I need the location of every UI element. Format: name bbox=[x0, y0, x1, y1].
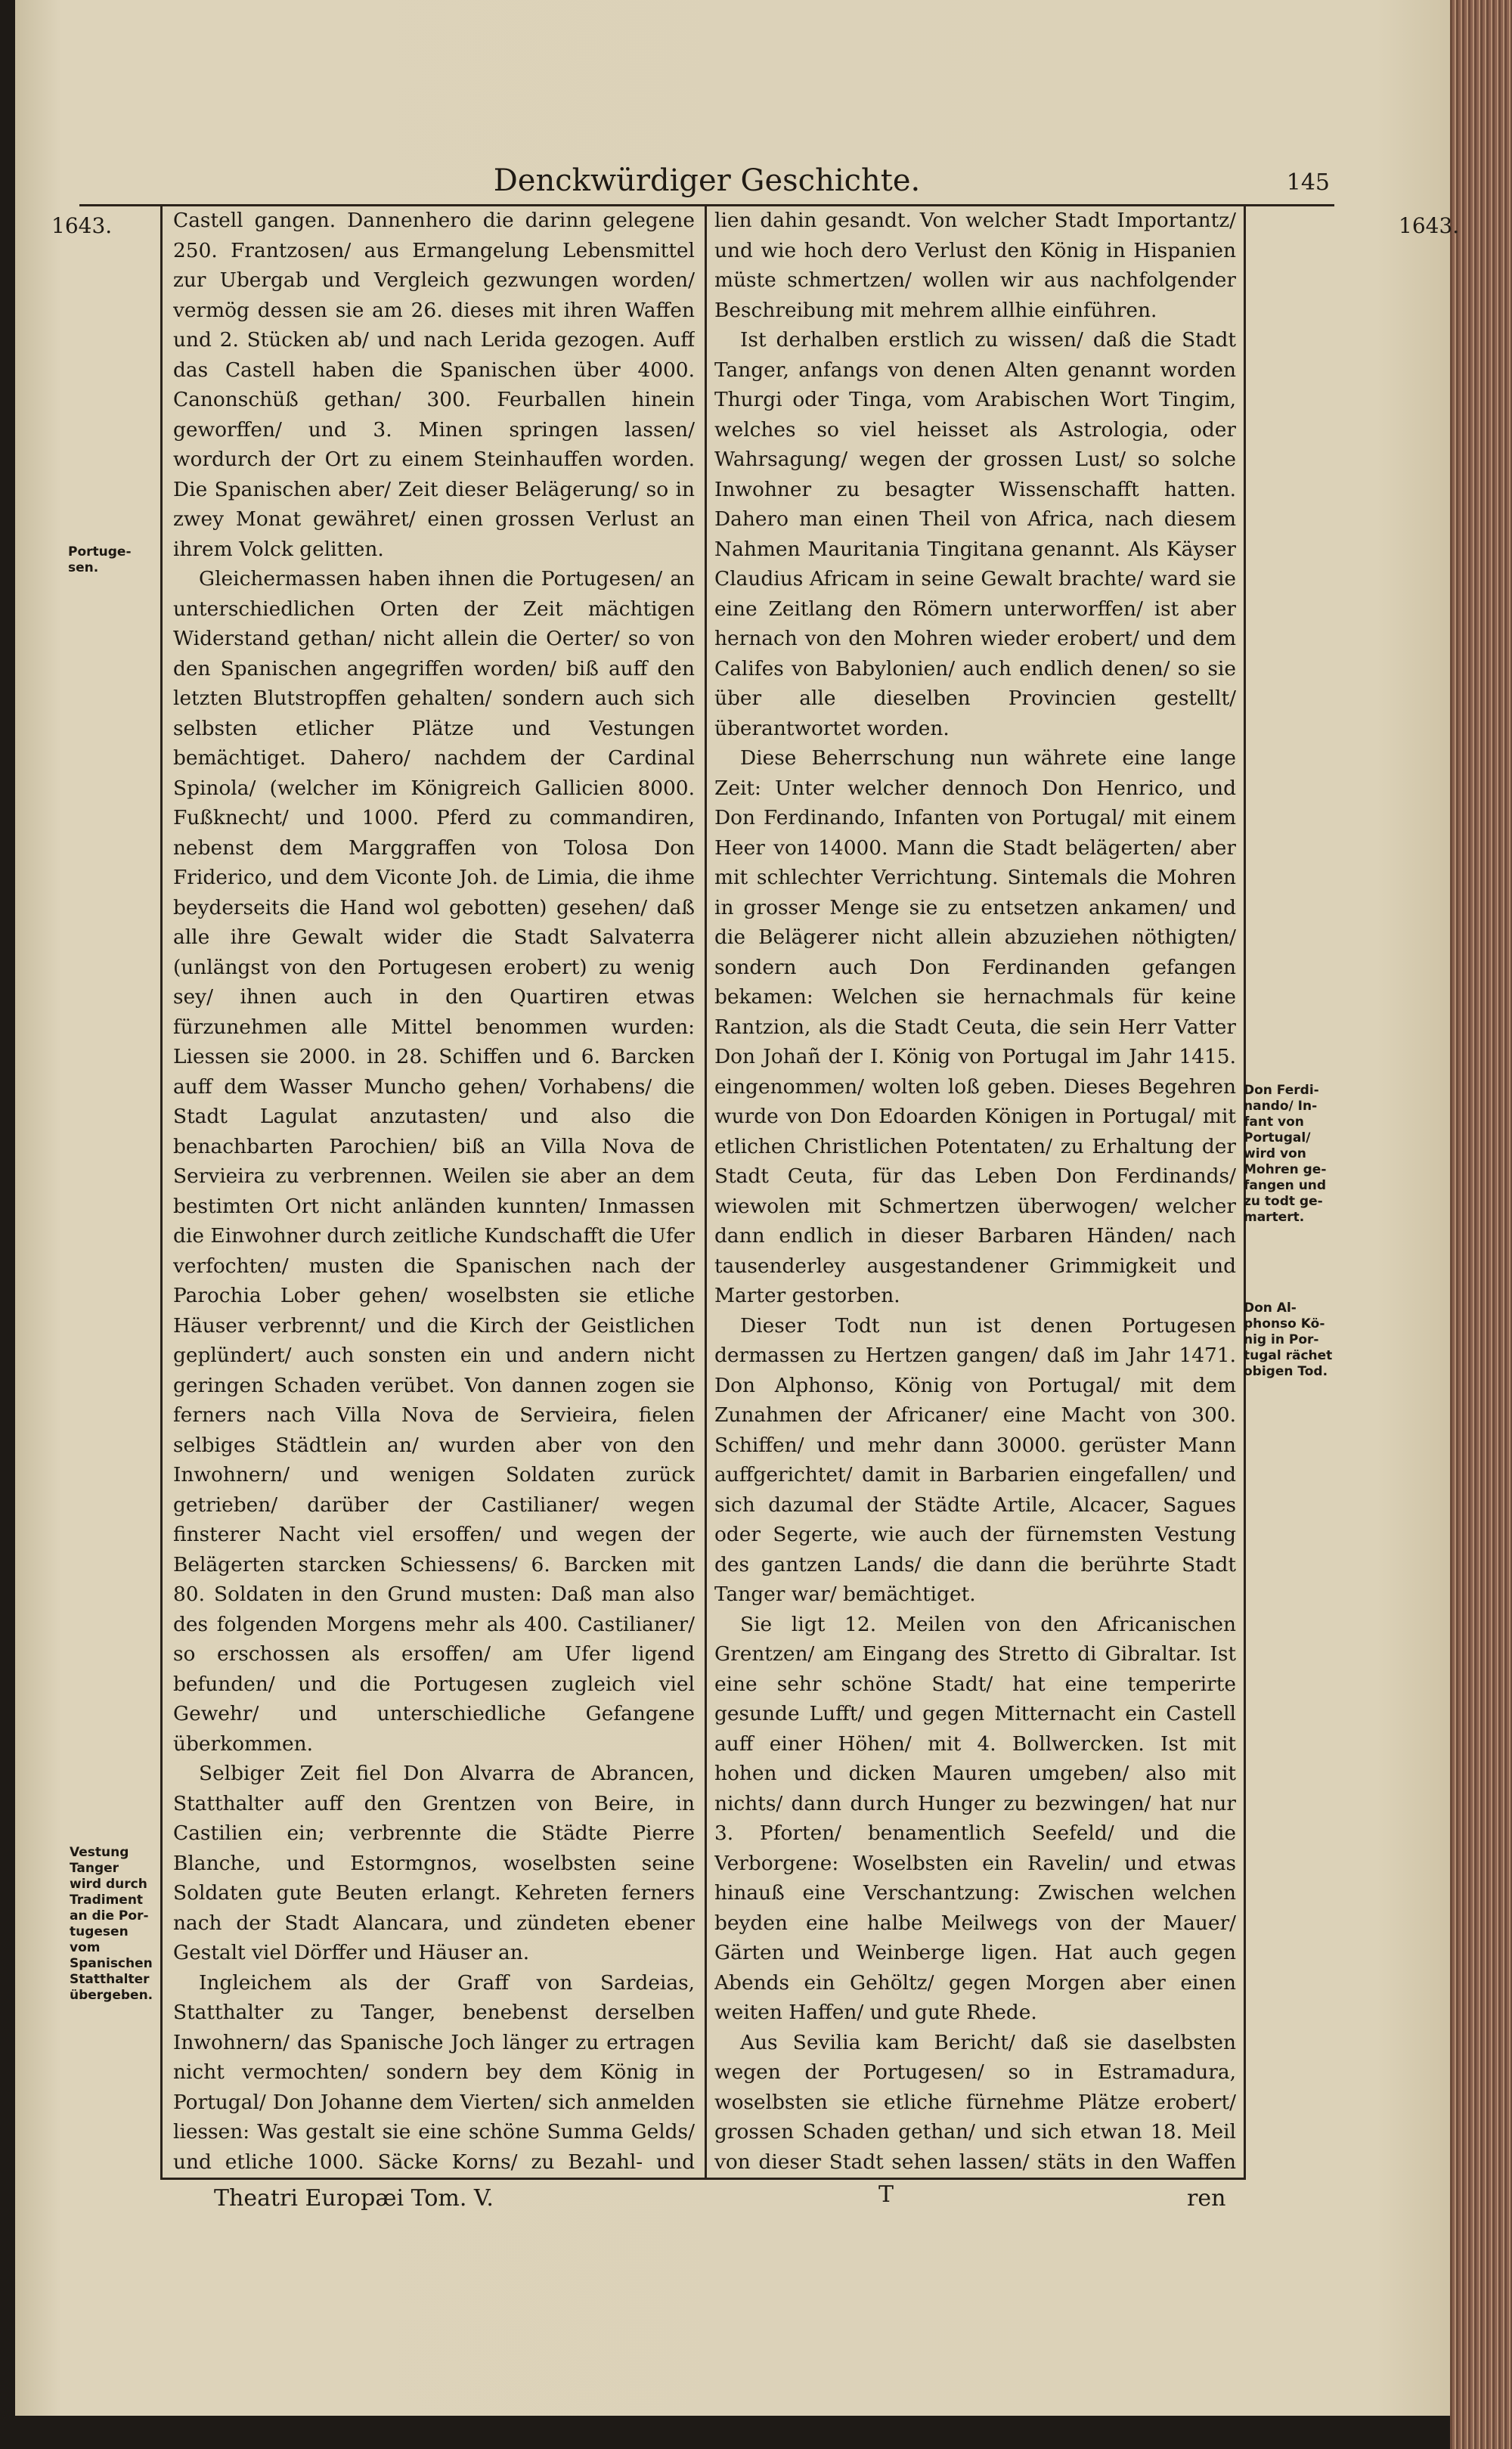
column-rule bbox=[705, 206, 707, 2178]
signature-mark: T bbox=[878, 2181, 894, 2208]
margin-note-ferdinando: Don Ferdi- nando/ In- fant von Portugal/ wird von Mohren ge- fangen und zu todt ge- martert. bbox=[1244, 1083, 1327, 1225]
paragraph: Sie ligt 12. Meilen von den Africanischen Grentzen/ am Eingang des Stretto di Gibraltar. Ist eine sehr schöne Stadt/ hat eine temperirte gesunde Lufft/ und gegen Mitternacht ein Castell auff einer Höhen/ mit 4. Bollwercken. Ist mit hohen und dicken Mauren umgeben/ also mit nichts/ dann durch Hunger zu bezwingen/ hat nur 3. Pforten/ benamentlich Seefeld/ und die Verborgene: Woselbsten ein Ravelin/ und etwas hinauß eine Verschantzung: Zwischen welchen beyden eine halbe Meilwegs von der Mauer/ Gärten und Weinberge ligen. Hat auch gegen Abends ein Gehöltz/ gegen Morgen aber einen weiten Haffen/ und gute Rhede. bbox=[714, 1612, 1236, 2024]
paragraph: lien dahin gesandt. Von welcher Stadt Importantz/ und wie hoch dero Verlust den König in Hispanien müste schmertzen/ wollen wir aus nachfolgender Beschreibung mit mehrem allhie einführen. bbox=[714, 209, 1236, 322]
paragraph: Castell gangen. Dannenhero die darinn gelegene 250. Frantzosen/ aus Ermangelung Lebensmittel zur Ubergab und Vergleich gezwungen worden/ vermög dessen sie am 26. dieses mit ihren Waffen und 2. Stücken ab/ und nach Lerida gezogen. Auff das Castell haben die Spanischen über 4000. Canonschüß gethan/ 300. Feurballen hinein geworffen/ und 3. Minen springen lassen/ wordurch der Ort zu einem Steinhauffen worden. Die Spanischen aber/ Zeit dieser Belägerung/ so in zwey Monat gewähret/ einen grossen Verlust an ihrem Volck gelitten. bbox=[173, 209, 695, 561]
paragraph: Ist derhalben erstlich zu wissen/ daß die Stadt Tanger, anfangs von denen Alten genannt worden Thurgi oder Tinga, vom Arabischen Wort Tingim, welches so viel heisset als Astrologia, oder Wahrsagung/ wegen der grossen Lust/ so solche Inwohner zu besagter Wissenschafft hatten. Dahero man einen Theil von Africa, nach diesem Nahmen Mauritania Tingitana genannt. Als Käyser Claudius Africam in seine Gewalt brachte/ ward sie eine Zeitlang den Römern unterworffen/ ist aber hernach von den Mohren wieder erobert/ und dem Califes von Babylonien/ auch endlich denen/ so sie über alle dieselben Provincien gestellt/ überantwortet worden. bbox=[714, 328, 1236, 740]
paragraph: Ingleichem als der Graff von Sardeias, Statthalter zu Tanger, benebenst derselben Inwohnern/ das Spanische Joch länger zu ertragen nicht vermochten/ sondern bey dem König in Portugal/ Don Johanne dem Vierten/ sich anmelden liessen: Was gestalt sie eine schöne Summa Gelds/ und etliche 1000. Säcke Korns/ zu Bezahl- und bbox=[173, 1970, 695, 2172]
year-marker-right: 1643. bbox=[1399, 213, 1460, 238]
paragraph: Selbiger Zeit fiel Don Alvarra de Abrancen, Statthalter auff den Grentzen von Beire, in Castilien ein; verbrennte die Städte Pierre Blanche, und Estormgnos, woselbsten seine Soldaten gute Beuten erlangt. Kehreten ferners nach der Stadt Alancara, und zündeten ebener Gestalt viel Dörffer und Häuser an. bbox=[173, 1762, 695, 1964]
margin-note-portugesen: Portuge- sen. bbox=[68, 544, 132, 575]
margin-note-alphonso: Don Al- phonso Kö- nig in Por- tugal rächet obigen Tod. bbox=[1244, 1300, 1333, 1379]
signature-line: Theatri Europæi Tom. V. bbox=[214, 2185, 494, 2212]
page-edges bbox=[1450, 0, 1512, 2449]
margin-note-tanger: Vestung Tanger wird durch Tradiment an die Por- tugesen vom Spanischen Statthalter übergeben. bbox=[70, 1845, 153, 2003]
page-number: 145 bbox=[1286, 169, 1330, 196]
paragraph: Aus Sevilia kam Bericht/ daß sie daselbsten wegen der Portugesen/ so in Estramadura, woselbsten sie etliche fürnehme Plätze erobert/ grossen Schaden gethan/ und sich etwan 18. Meil von dieser Stadt sehen lassen/ stäts in den Waffen bbox=[714, 2030, 1236, 2172]
left-column bbox=[173, 206, 695, 2172]
text-frame bbox=[160, 206, 1246, 2180]
catchword: ren bbox=[1187, 2185, 1226, 2212]
paragraph: Dieser Todt nun ist denen Portugesen dermassen zu Hertzen gangen/ daß im Jahr 1471. Don Alphonso, König von Portugal/ mit dem Zunahmen der Africaner/ eine Macht von 300. Schiffen/ und mehr dann 30000. gerüster Mann auffgerichtet/ damit in Barbarien eingefallen/ und sich dazumal der Städte Artile, Alcacer, Sagues oder Segerte, wie auch der fürnemsten Vestung des gantzen Lands/ die dann die berührte Stadt Tanger war/ bemächtiget. bbox=[714, 1313, 1236, 1606]
right-column bbox=[714, 206, 1236, 2172]
paragraph: Gleichermassen haben ihnen die Portugesen/ an unterschiedlichen Orten der Zeit mächtigen Widerstand gethan/ nicht allein die Oerter/ so von den Spanischen angegriffen worden/ biß auff den letzten Blutstropffen gehalten/ sondern auch sich selbsten etlicher Plätze und Vestungen bemächtiget. Dahero/ nachdem der Cardinal Spinola/ (welcher im Königreich Gallicien 8000. Fußknecht/ und 1000. Pferd zu commandiren, nebenst dem Marggraffen von Tolosa Don Friderico, und dem Viconte Joh. de Limia, die ihme beyderseits die Hand wol gebotten) gesehen/ daß alle ihre Gewalt wider die Stadt Salvaterra (unlängst von den Portugesen erobert) zu wenig sey/ ihnen auch in den Quartiren etwas fürzunehmen alle Mittel benommen wurden: Liessen sie 2000. in 28. Schiffen und 6. Barcken auff dem Wasser Muncho gehen/ Vorhabens/ die Stadt Lagulat anzutasten/ und also die benachbarten Parochien/ biß an Villa Nova de Servieira zu verbrennen. Weilen sie aber an dem bestimten Ort nicht anländen kunnten/ Inmassen die Einwohner durch zeitliche Kundschafft die Ufer verfochten/ musten die Spanischen nach der Parochia Lober gehen/ woselbsten sie etliche Häuser verbrennt/ und die Kirch der Geistlichen geplündert/ auch sonsten ein und andern nicht geringen Schaden verübet. Von dannen zogen sie ferners nach Villa Nova de Servieira, fielen selbiges Städtlein an/ wurden aber von den Inwohnern/ und wenigen Soldaten zurück getrieben/ darüber der Castilianer/ wegen finsterer Nacht viel ersoffen/ und wegen der Belägerten starcken Schiessens/ 6. Barcken mit 80. Soldaten in den Grund musten: Daß man also des folgenden Morgens mehr als 400. Castilianer/ so erschossen als ersoffen/ am Ufer ligend befunden/ und die Portugesen zugleich viel Gewehr/ und unterschiedliche Gefangene überkommen. bbox=[173, 567, 695, 1756]
paragraph: Diese Beherrschung nun währete eine lange Zeit: Unter welcher dennoch Don Henrico, und Don Ferdinando, Infanten von Portugal/ mit einem Heer von 14000. Mann die Stadt belägerten/ aber mit schlechter Verrichtung. Sintemals die Mohren in grosser Menge sie zu entsetzen ankamen/ und die Belägerer nicht allein abzuziehen nöthigten/ sondern auch Don Ferdinanden gefangen bekamen: Welchen sie hernachmals für keine Rantzion, als die Stadt Ceuta, die sein Herr Vatter Don Johañ der I. König von Portugal im Jahr 1415. eingenommen/ wolten loß geben. Dieses Begehren wurde von Don Edoarden Königen in Portugal/ mit etlichen Christlichen Potentaten/ zu Erhaltung der Stadt Ceuta, für das Leben Don Ferdinands/ wiewolen mit Schmertzen überwogen/ welcher dann endlich in dieser Barbaren Händen/ nach tausenderley ausgestandener Grimmigkeit und Marter gestorben. bbox=[714, 746, 1236, 1307]
year-marker-left: 1643. bbox=[51, 213, 113, 238]
running-title: Denckwürdiger Geschichte. bbox=[493, 163, 921, 198]
running-header bbox=[79, 159, 1334, 206]
